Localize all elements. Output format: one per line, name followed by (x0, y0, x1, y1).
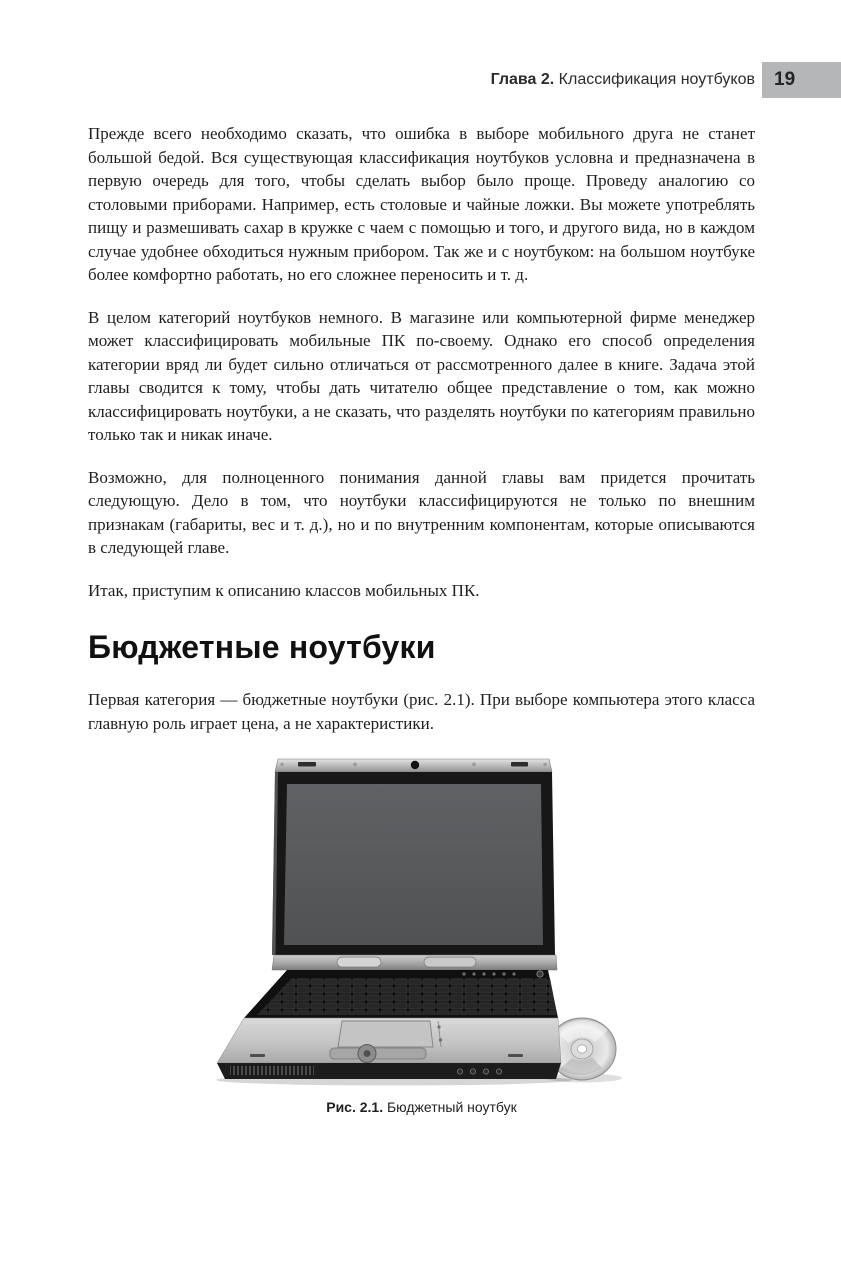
laptop-screen (284, 784, 543, 945)
budget-laptop-photo (212, 754, 632, 1086)
chapter-title: Классификация ноутбуков (554, 71, 755, 88)
body-paragraph: В целом категорий ноутбуков немного. В магазине или компьютерной фирме менеджер может классифицировать мобильные ПК по-своему. Однако его способ определения категории вряд ли будет сильно отличаться от рассмотренного далее в книге. Задача этой главы сводится к тому, чтобы дать читателю общее представление о том, как можно классифицировать ноутбуки, а не сказать, что разделять ноутбуки по категориям правильно только так и никак иначе. (88, 307, 755, 444)
figure-caption-label: Рис. 2.1. (326, 1099, 384, 1115)
body-paragraph: Прежде всего необходимо сказать, что ошибка в выборе мобильного друга не станет большой бедой. Вся существующая классификация ноутбуков условна и предназначена в первую очередь для того, чтобы сделать выбор было проще. Проведу аналогию со столовыми приборами. Например, есть столовые и чайные ложки. Вы можете употреблять пищу и размешивать сахар в кружке с чаем с помощью и того, и другого вида, но в каждом случае удобнее обходиться нужным прибором. Так же и с ноутбуком: на большом ноутбуке более комфортно работать, но его сложнее переносить и т. д. (88, 124, 755, 284)
figure-budget-laptop (88, 754, 755, 1116)
body-paragraph: Первая категория — бюджетные ноутбуки (рис. 2.1). При выборе компьютера этого класса главную роль играет цена, а не характеристики. (88, 690, 755, 733)
laptop-front-edge (217, 1063, 561, 1079)
laptop-lid (275, 759, 552, 772)
figure-caption-text: Бюджетный ноутбук (383, 1099, 517, 1115)
section-heading: Бюджетные ноутбуки (88, 629, 436, 665)
laptop-keyboard (244, 970, 558, 1018)
laptop-hinge (272, 955, 557, 970)
text-column (0, 122, 841, 1116)
book-page (0, 62, 841, 1262)
chapter-label: Глава 2. (490, 71, 555, 88)
body-paragraph: Возможно, для полноценного понимания данной главы вам придется прочитать следующую. Дело в том, что ноутбуки классифицируются не только по внешним признакам (габариты, вес и т. д.), но и по внутренним компонентам, которые описываются в следующей главе. (88, 467, 755, 557)
running-title (491, 71, 755, 89)
laptop-photo-svg (212, 754, 632, 1086)
laptop-palmrest (217, 1018, 561, 1063)
page-number: 19 (774, 69, 796, 90)
page-number-box (762, 62, 841, 98)
running-head (0, 62, 841, 98)
body-paragraph: Итак, приступим к описанию классов мобильных ПК. (88, 580, 480, 600)
laptop-touchpad (338, 1021, 433, 1047)
figure-caption (88, 1099, 755, 1116)
